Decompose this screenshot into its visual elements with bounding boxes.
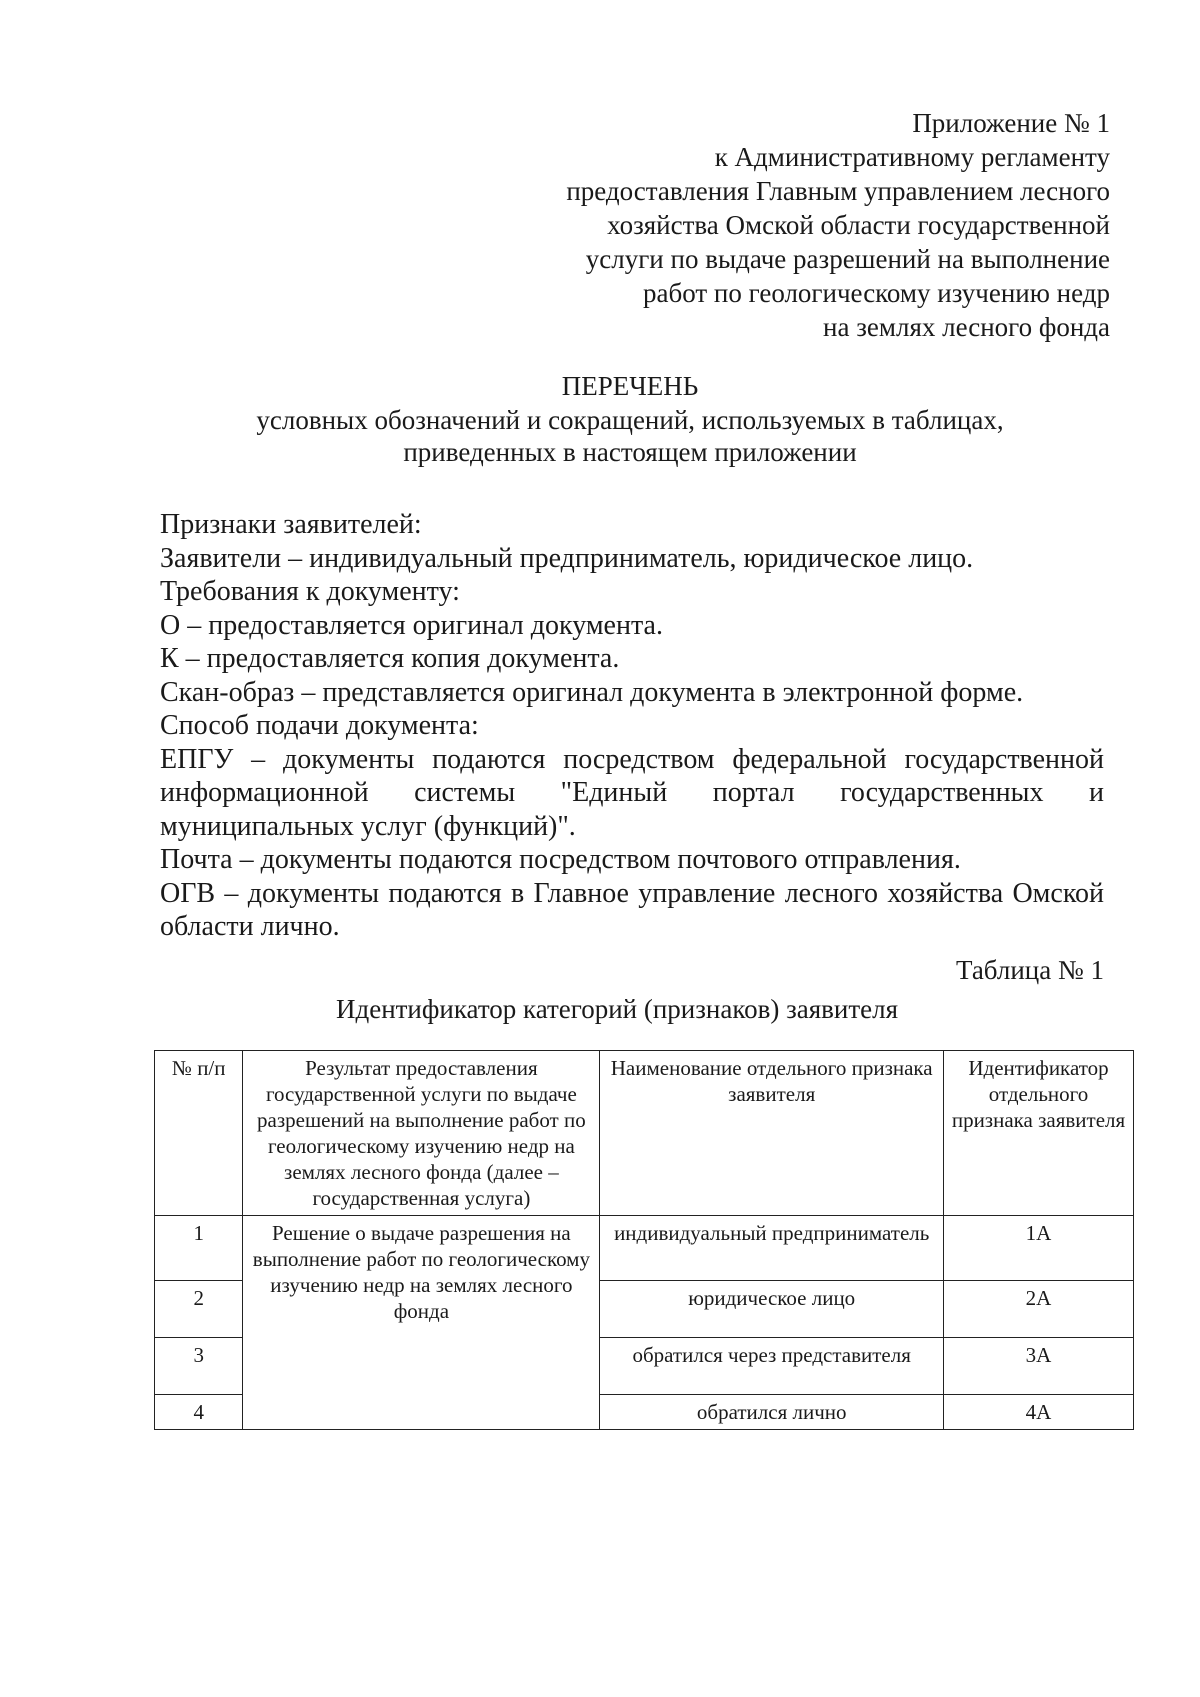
subtitle-line: приведенных в настоящем приложении — [403, 437, 857, 467]
legend-item: ОГВ – документы подаются в Главное управление лесного хозяйства Омской области лично. — [160, 877, 1104, 942]
legend-item: О – предоставляется оригинал документа. — [160, 609, 663, 641]
legend-item: Заявители – индивидуальный предприниматель, юридическое лицо. — [160, 542, 974, 574]
header-num: № п/п — [155, 1051, 243, 1216]
cell-num: 2 — [155, 1281, 243, 1338]
cell-num: 1 — [155, 1216, 243, 1281]
table-header-row — [155, 1051, 1134, 1216]
legend-heading-applicants: Признаки заявителей: — [160, 509, 422, 540]
header-line: работ по геологическому изучению недр — [643, 278, 1110, 308]
subtitle-line: условных обозначений и сокращений, используемых в таблицах, — [256, 405, 1004, 435]
header-name: Наименование отдельного признака заявителя — [600, 1051, 944, 1216]
cell-id: 2А — [944, 1281, 1134, 1338]
cell-result: Решение о выдаче разрешения на выполнение работ по геологическому изучению недр на землях лесного фонда — [243, 1216, 600, 1430]
header-line: на землях лесного фонда — [823, 312, 1110, 342]
table-title: Идентификатор категорий (признаков) заявителя — [335, 994, 899, 1024]
header-line: Приложение № 1 — [912, 108, 1110, 138]
legend-item: Почта – документы подаются посредством почтового отправления. — [160, 844, 961, 875]
appendix-header — [470, 106, 1110, 344]
cell-id: 1А — [944, 1216, 1134, 1281]
header-line: к Административному регламенту — [714, 142, 1110, 172]
legend-heading-requirements: Требования к документу: — [160, 576, 460, 607]
cell-num: 3 — [155, 1338, 243, 1395]
cell-id: 3А — [944, 1338, 1134, 1395]
table-row — [155, 1216, 1134, 1281]
header-line: предоставления Главным управлением лесного — [566, 176, 1110, 206]
cell-name: обратился через представителя — [600, 1338, 944, 1395]
applicant-categories-table — [154, 1050, 1134, 1430]
legend-item: Скан-образ – представляется оригинал документа в электронной форме. — [160, 676, 1024, 708]
legend — [160, 508, 1104, 944]
cell-name: индивидуальный предприниматель — [600, 1216, 944, 1281]
legend-item: ЕПГУ – документы подаются посредством федеральной государственной информационной системы "Единый портал государственных и муниципальных услуг (функций)". — [160, 743, 1104, 842]
cell-num: 4 — [155, 1395, 243, 1430]
header-line: хозяйства Омской области государственной — [607, 210, 1110, 240]
table-caption: Таблица № 1 — [956, 955, 1104, 985]
cell-id: 4А — [944, 1395, 1134, 1430]
header-line: услуги по выдаче разрешений на выполнение — [585, 244, 1110, 274]
cell-name: обратился лично — [600, 1395, 944, 1430]
list-title — [160, 370, 1100, 468]
document-title: ПЕРЕЧЕНЬ — [561, 371, 699, 401]
cell-name: юридическое лицо — [600, 1281, 944, 1338]
legend-item: К – предоставляется копия документа. — [160, 643, 620, 674]
legend-heading-submission: Способ подачи документа: — [160, 710, 479, 741]
header-result: Результат предоставления государственной услуги по выдаче разрешений на выполнение работ по геологическому изучению недр на землях лесного фонда (далее – государственная услуга) — [243, 1051, 600, 1216]
header-id: Идентификатор отдельного признака заявителя — [944, 1051, 1134, 1216]
